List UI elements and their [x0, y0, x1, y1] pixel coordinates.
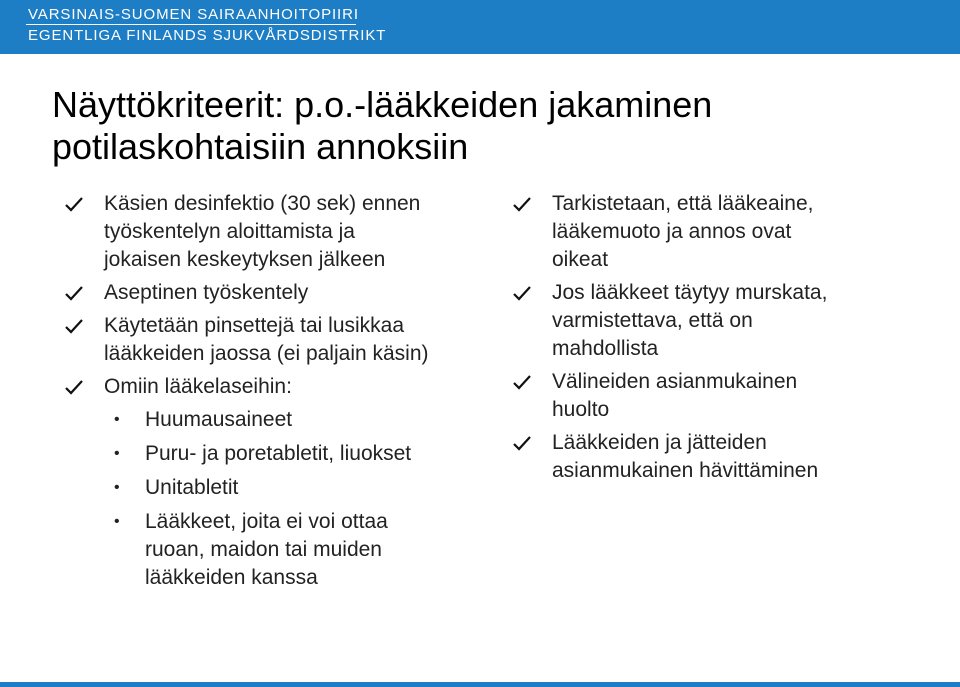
sub-bullet-item [64, 406, 484, 434]
text-line: Tarkistetaan, että lääkeaine, [552, 192, 814, 215]
checkmark-icon [512, 435, 532, 451]
header-divider [26, 24, 356, 25]
text-line: lääkemuoto ja annos ovat [552, 220, 792, 243]
bullet-icon: • [114, 513, 120, 530]
text-line: Omiin lääkelaseihin: [104, 375, 292, 398]
text-line: Lääkkeiden ja jätteiden [552, 431, 767, 454]
text-line: oikeat [552, 248, 609, 271]
text-line: työskentelyn aloittamista ja [104, 220, 355, 243]
checkmark-icon [512, 196, 532, 212]
sub-bullet-text [145, 508, 484, 592]
text-line: Käsien desinfektio (30 sek) ennen [104, 192, 421, 215]
checklist-item [64, 312, 484, 368]
header-bar [0, 0, 960, 54]
text-line: mahdollista [552, 337, 659, 360]
footer-bar [0, 682, 960, 687]
text-line: varmistettava, että on [552, 309, 753, 332]
checklist-item [64, 279, 484, 307]
organization-name-swedish: EGENTLIGA FINLANDS SJUKVÅRDSDISTRIKT [28, 27, 387, 44]
checkmark-icon [64, 196, 84, 212]
checklist-item-text [552, 190, 932, 274]
sub-bullet-item [64, 474, 484, 502]
checklist-item-text [552, 429, 932, 485]
text-line: jokaisen keskeytyksen jälkeen [104, 248, 386, 271]
text-line: ruoan, maidon tai muiden [145, 538, 382, 561]
sub-bullet-text [145, 440, 484, 468]
text-line: lääkkeiden kanssa [145, 566, 318, 589]
checklist-item [512, 368, 932, 424]
checklist-item [512, 279, 932, 363]
bullet-icon: • [114, 479, 120, 496]
checklist-item [512, 429, 932, 485]
checkmark-icon [64, 379, 84, 395]
text-line: Käytetään pinsettejä tai lusikkaa [104, 314, 405, 337]
checkmark-icon [64, 318, 84, 334]
bullet-icon: • [114, 411, 120, 428]
text-line: Jos lääkkeet täytyy murskata, [552, 281, 828, 304]
sub-bullet-text [145, 474, 484, 502]
checklist-item [512, 190, 932, 274]
checklist-item-text [552, 279, 932, 363]
checklist-item-text [104, 279, 484, 307]
text-line: Puru- ja poretabletit, liuokset [145, 442, 412, 465]
sub-bullet-text [145, 406, 484, 434]
text-line: huolto [552, 398, 610, 421]
text-line: lääkkeiden jaossa (ei paljain käsin) [104, 342, 429, 365]
checklist-item [64, 190, 484, 274]
slide-title-line: potilaskohtaisiin annoksiin [52, 126, 469, 167]
sub-bullet-item [64, 508, 484, 592]
text-line: Lääkkeet, joita ei voi ottaa [145, 510, 388, 533]
left-column [64, 190, 484, 598]
organization-name-finnish: VARSINAIS-SUOMEN SAIRAANHOITOPIIRI [28, 6, 359, 23]
text-line: Unitabletit [145, 476, 239, 499]
bullet-icon: • [114, 445, 120, 462]
checkmark-icon [64, 285, 84, 301]
checklist-item-text [104, 373, 484, 401]
text-line: asianmukainen hävittäminen [552, 459, 819, 482]
checklist-item [64, 373, 484, 401]
right-column [512, 190, 932, 490]
checklist-item-text [104, 312, 484, 368]
text-line: Huumausaineet [145, 408, 293, 431]
sub-bullet-item [64, 440, 484, 468]
checklist-item-text [552, 368, 932, 424]
text-line: Aseptinen työskentely [104, 281, 309, 304]
checkmark-icon [512, 285, 532, 301]
checklist-item-text [104, 190, 484, 274]
checkmark-icon [512, 374, 532, 390]
slide-title [52, 84, 922, 168]
slide-title-line: Näyttökriteerit: p.o.-lääkkeiden jakaminen [52, 84, 713, 125]
text-line: Välineiden asianmukainen [552, 370, 798, 393]
